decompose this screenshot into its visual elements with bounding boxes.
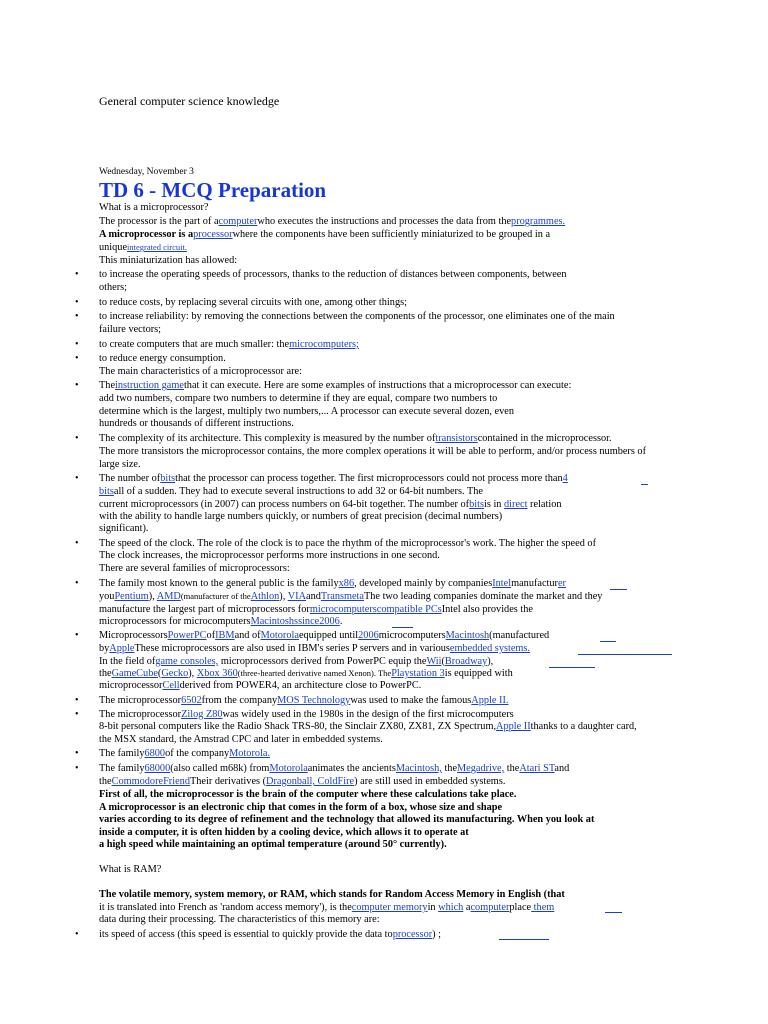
list-item-cont (99, 642, 530, 655)
underline-mark (600, 641, 616, 642)
link-pentium[interactable]: Pentium (114, 591, 149, 602)
text: animates the ancients (307, 763, 396, 774)
text: where (232, 229, 261, 240)
list-item (99, 472, 568, 485)
text: a (463, 902, 471, 913)
underline-mark (641, 484, 648, 485)
link-68000[interactable]: 68000 (144, 763, 171, 774)
text: manufacture the largest part of microprocessors for (99, 604, 310, 615)
bold-paragraph-line: First of all, the microprocessor is the brain of the computer where these calculations take place. (99, 789, 517, 800)
list-item-cont (99, 679, 421, 692)
text: relation (527, 499, 562, 510)
link-computer-memory[interactable]: computer memory (351, 902, 428, 913)
underline-mark (610, 589, 627, 590)
bullet-icon: • (75, 695, 79, 706)
link-cell[interactable]: Cell (162, 680, 180, 691)
underline-mark (392, 627, 413, 628)
text: microprocessor (99, 680, 163, 691)
list-item: to increase reliability: by removing the connections between the components of the processor, one eliminates one of the main (99, 311, 615, 322)
link-playstation-3[interactable]: Playstation 3 (391, 668, 445, 679)
list-item-cont: There are several families of microprocessors: (99, 563, 290, 574)
text: The microprocessor (99, 709, 182, 720)
link-computer[interactable]: computer (470, 902, 510, 913)
text: the (99, 776, 112, 787)
list-item (99, 928, 441, 941)
text: it is translated into French as 'random access memory'), is the (99, 902, 352, 913)
link-6502[interactable]: 6502 (181, 695, 202, 706)
text: from the company (201, 695, 278, 706)
link-which[interactable]: which (438, 902, 464, 913)
text: was widely used in the 1980s in the design of the first microcomputers (222, 709, 514, 720)
list-item: to increase the operating speeds of processors, thanks to the reduction of distances between components, between (99, 269, 567, 280)
link-bits[interactable]: bits (160, 473, 176, 484)
link-amd[interactable]: AMD (156, 591, 181, 602)
list-item-cont: add two numbers, compare two numbers to determine if they are equal, compare two numbers to (99, 393, 498, 404)
underline-mark (605, 912, 622, 913)
text: contained in the microprocessor. (477, 433, 612, 444)
link-direct[interactable]: direct (504, 499, 528, 510)
text: (manufacturer of the (180, 591, 251, 601)
bold-paragraph-line: The volatile memory, system memory, or RAM, which stands for Random Access Memory in English (that (99, 889, 565, 900)
text: in (427, 902, 439, 913)
text: ( (157, 668, 162, 679)
list-item (99, 432, 612, 445)
bullet-icon: • (75, 269, 79, 280)
list-item (99, 747, 270, 760)
link-motorola[interactable]: Motorola. (229, 748, 271, 759)
text: ), (148, 591, 157, 602)
bold-paragraph-line: A microprocessor is an electronic chip that comes in the form of a box, whose size and shape (99, 802, 503, 813)
text: and (554, 763, 570, 774)
text: 8-bit personal computers like the Radio Shack TRS-80, the Sinclair ZX80, ZX81, ZX Spectrum, (99, 721, 497, 732)
text: ( (441, 656, 445, 667)
text: is equipped with (444, 668, 513, 679)
bold-paragraph-line: varies according to its degree of refinement and the technology that allowed its manufacturing. When you look at (99, 814, 595, 825)
list-item-cont (99, 485, 483, 498)
link-er[interactable]: er (557, 578, 566, 589)
text: These microprocessors are also used in IBM's series P servers and in various (134, 643, 450, 654)
bullet-icon: • (75, 538, 79, 549)
bullet-icon: • (75, 578, 79, 589)
bullet-icon: • (75, 709, 79, 720)
link-ibm[interactable]: IBM (215, 630, 235, 641)
link-bits[interactable]: bits (99, 486, 114, 497)
link-microcomputers[interactable]: microcomputerscompatible PCs (309, 604, 442, 615)
text: The number of (99, 473, 161, 484)
text: The complexity of its architecture. This complexity is measured by the number of (99, 433, 436, 444)
list-item-cont (99, 590, 602, 603)
link-broadway[interactable]: Broadway (444, 656, 488, 667)
list-item-cont: significant). (99, 523, 149, 534)
question-ram: What is RAM? (99, 864, 162, 875)
bullet-icon: • (75, 630, 79, 641)
text: The microprocessor (99, 695, 182, 706)
text: , developed mainly by companies (354, 578, 493, 589)
link-atari-st[interactable]: Atari ST (519, 763, 555, 774)
list-item (99, 629, 549, 642)
text: Microprocessors (99, 630, 168, 641)
link-motorola[interactable]: Motorola (269, 763, 308, 774)
text: and of (234, 630, 261, 641)
list-item-cont (99, 720, 637, 733)
text: thanks to a daughter card, (530, 721, 637, 732)
link-embedded-systems[interactable]: embedded systems. (449, 643, 530, 654)
paragraph-line (99, 228, 550, 241)
list-item-cont: others; (99, 282, 128, 293)
list-item-cont (99, 615, 342, 628)
underline-mark (578, 654, 672, 655)
link-processor[interactable]: processor (193, 229, 233, 240)
link-transmeta[interactable]: Transmeta (320, 591, 364, 602)
text: equipped until (298, 630, 359, 641)
text: the (441, 763, 458, 774)
link-macintosh[interactable]: Macintosh (445, 630, 490, 641)
page-title: TD 6 - MCQ Preparation (99, 178, 327, 202)
link-motorola[interactable]: Motorola (260, 630, 299, 641)
text: ctured (523, 630, 550, 641)
text: ) ; (432, 929, 442, 940)
link-integrated-circuit[interactable]: integrated circuit. (127, 242, 187, 252)
link-6800[interactable]: 6800 (144, 748, 166, 759)
bullet-icon: • (75, 353, 79, 364)
text: In the field of (99, 656, 156, 667)
text: The family (99, 748, 145, 759)
list-item-cont (99, 775, 505, 788)
text: microprocessors for microcomputers (99, 616, 251, 627)
list-item (99, 694, 508, 707)
link-gamecube[interactable]: GameCube (111, 668, 158, 679)
link-macintosh[interactable]: Macintoshssince2006 (250, 616, 340, 627)
link-x86[interactable]: x86 (338, 578, 355, 589)
list-item-cont: failure vectors; (99, 324, 162, 335)
link-wii[interactable]: Wii (426, 656, 442, 667)
text: who executes the instructions and processes the data from the (257, 216, 512, 227)
link-xbox-360[interactable]: Xbox 360 (196, 668, 238, 679)
link-4[interactable]: 4 (562, 473, 568, 484)
paragraph-line: This miniaturization has allowed: (99, 255, 238, 266)
paragraph-line (99, 215, 565, 228)
paragraph-line (99, 241, 187, 254)
underline-mark (549, 667, 595, 668)
text: to create computers that are much smaller: the (99, 339, 290, 350)
link-gecko[interactable]: Gecko (161, 668, 189, 679)
underline-mark (499, 939, 549, 940)
text: all of a sudden. They had to execute several instructions to add 32 or 64-bit numbers. The (113, 486, 483, 497)
link-via[interactable]: VIA (287, 591, 307, 602)
question-microprocessor: What is a microprocessor? (99, 202, 209, 213)
text: of the company (165, 748, 230, 759)
text: (manufa (489, 630, 524, 641)
list-item (99, 762, 569, 775)
text: also (463, 604, 480, 615)
link-apple-ii[interactable]: Apple II. (471, 695, 509, 706)
link-bits[interactable]: bits (469, 499, 484, 510)
bullet-icon: • (75, 297, 79, 308)
bullet-icon: • (75, 433, 79, 444)
text: The family most known to the general public is the family (99, 578, 339, 589)
text: ) are still used in embedded systems. (354, 776, 506, 787)
bold-paragraph-line: a high speed while maintaining an optimal temperature (around 50° currently). (99, 839, 447, 850)
link-2006[interactable]: 2006 (358, 630, 379, 641)
text: ), (487, 656, 494, 667)
text: you (99, 591, 115, 602)
link-apple[interactable]: Apple (109, 643, 135, 654)
paragraph-line: data during their processing. The characteristics of this memory are: (99, 914, 380, 925)
link-dragonball-coldfire[interactable]: Dragonball, ColdFire (266, 776, 355, 787)
list-item (99, 338, 359, 351)
text: of (206, 630, 216, 641)
list-item (99, 379, 571, 392)
text: The (99, 380, 116, 391)
text: that it can execute. Here are some examples of instructions that a microprocessor can execute: (183, 380, 572, 391)
text: the (504, 763, 520, 774)
text: Intel (441, 604, 464, 615)
text: and (306, 591, 321, 602)
text: manufactur (511, 578, 558, 589)
link-intel[interactable]: Intel (492, 578, 512, 589)
bold-paragraph-line: inside a computer, it is often hidden by a cooling device, which allows it to operate at (99, 827, 469, 838)
bold-text: A microprocessor is a (99, 229, 194, 240)
text: microprocessors derived from PowerPC equip the (218, 656, 427, 667)
text: by (99, 643, 110, 654)
link-athlon[interactable]: Athlon (250, 591, 280, 602)
link-them[interactable]: them (531, 902, 555, 913)
link-megadrive[interactable]: Megadrive, (457, 763, 505, 774)
bullet-icon: • (75, 311, 79, 322)
document-subject: General computer science knowledge (99, 94, 280, 108)
list-item-cont: The clock increases, the microprocessor performs more instructions in one second. (99, 550, 440, 561)
link-mos-technology[interactable]: MOS Technology (277, 695, 351, 706)
text: is in (484, 499, 505, 510)
text: was used to make the famous (350, 695, 472, 706)
bullet-icon: • (75, 748, 79, 759)
text: that the processor can process together. The first microprocessors could not process more than (175, 473, 563, 484)
bullet-icon: • (75, 380, 79, 391)
text: The family (99, 763, 145, 774)
text: microcomputers (378, 630, 446, 641)
list-item: to reduce costs, by replacing several circuits with one, among other things; (99, 297, 407, 308)
list-item: to reduce energy consumption. (99, 353, 226, 364)
list-item (99, 577, 566, 590)
text: the (99, 668, 112, 679)
text: . (339, 616, 343, 627)
bullet-icon: • (75, 339, 79, 350)
text: ), (279, 591, 288, 602)
link-game-consoles[interactable]: game consoles, (155, 656, 219, 667)
link-commodore-friend[interactable]: CommodoreFriend (111, 776, 190, 787)
link-transistors[interactable]: transistors (435, 433, 478, 444)
text: (three-hearted derivative named Xenon). The (237, 668, 392, 678)
list-item-cont: large size. (99, 459, 141, 470)
link-macintosh[interactable]: Macintosh, (395, 763, 442, 774)
text: current microprocessors (in 2007) can process numbers on 64-bit together. The number of (99, 499, 470, 510)
list-item-cont: The main characteristics of a microprocessor are: (99, 366, 302, 377)
link-instruction-game[interactable]: instruction game (115, 380, 184, 391)
link-apple-ii[interactable]: Apple II (496, 721, 531, 732)
bullet-icon: • (75, 763, 79, 774)
list-item: The speed of the clock. The role of the clock is to pace the rhythm of the microprocessor's work. The higher the speed of (99, 538, 596, 549)
text: the components have been sufficiently miniaturized to be grouped in a (260, 229, 551, 240)
link-processor[interactable]: processor (392, 929, 433, 940)
link-zilog-z80[interactable]: Zilog Z80 (181, 709, 223, 720)
list-item-cont: The more transistors the microprocessor contains, the more complex operations it will be able to perform, and/or process numbers of (99, 446, 647, 457)
text: The two leading companies dominate the market and they (363, 591, 603, 602)
link-powerpc[interactable]: PowerPC (167, 630, 207, 641)
text: place (509, 902, 532, 913)
text: The processor is the part of a (99, 216, 219, 227)
text: provides the (479, 604, 533, 615)
list-item-cont: determine which is the largest, multiply two numbers,... A processor can execute several dozen, even (99, 406, 514, 417)
list-item-cont: with the ability to handle large numbers quickly, or numbers of great precision (decimal numbers) (99, 511, 503, 522)
list-item-cont: hundreds or thousands of different instructions. (99, 418, 294, 429)
link-microcomputers[interactable]: microcomputers; (289, 339, 359, 350)
text: ), (188, 668, 197, 679)
list-item-cont: the MSX standard, the Amstrad CPC and later in embedded systems. (99, 734, 383, 745)
link-computer[interactable]: computer (218, 216, 258, 227)
text: unique (99, 242, 128, 253)
text: derived from POWER4, an architecture close to PowerPC. (179, 680, 422, 691)
link-programmes[interactable]: programmes. (511, 216, 566, 227)
text: its speed of access (this speed is essential to quickly provide the data to (99, 929, 393, 940)
text: (also called m68k) from (170, 763, 270, 774)
bullet-icon: • (75, 929, 79, 940)
bullet-icon: • (75, 473, 79, 484)
text: Their derivatives ( (189, 776, 267, 787)
date-line: Wednesday, November 3 (99, 167, 194, 177)
